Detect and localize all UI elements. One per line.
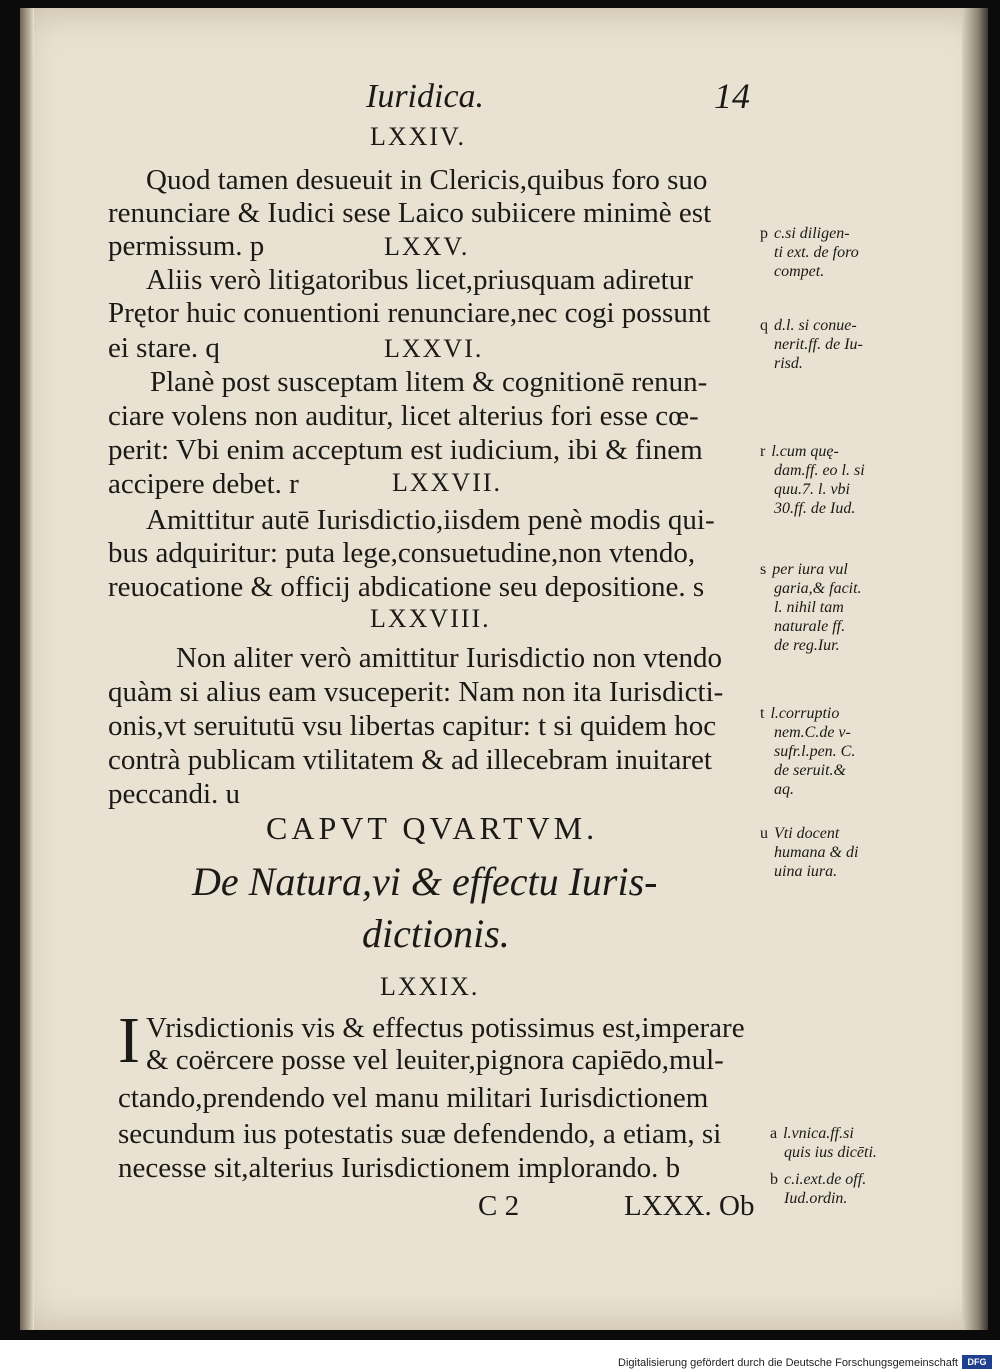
text-line: Non aliter verò amittitur Iurisdictio non vtendo	[176, 642, 723, 674]
text-line: onis,vt seruitutū vsu libertas capitur: t si quidem hoc	[108, 710, 717, 742]
page-gutter-left	[20, 8, 34, 1330]
note-mark: a	[770, 1125, 778, 1142]
text-line: Quod tamen desueuit in Clericis,quibus foro suo	[146, 164, 708, 196]
text-line: Planè post susceptam litem & cognitionē renun-	[150, 366, 708, 398]
section-numeral: LXXVII.	[392, 468, 503, 497]
margin-note: p c.si diligen- ti ext. de foro compet.	[760, 225, 859, 280]
catchword: LXXX. Ob	[624, 1190, 755, 1222]
margin-note: u Vti docent humana & di uina iura.	[760, 825, 859, 880]
text-line: Amittitur autē Iurisdictio,iisdem penè modis qui-	[146, 504, 715, 536]
text-line: bus adquiritur: puta lege,consuetudine,non vtendo,	[108, 537, 696, 569]
margin-note: b c.i.ext.de off. Iud.ordin.	[770, 1171, 867, 1207]
text-line: accipere debet. r	[108, 468, 299, 500]
text-line: & coërcere posse vel leuiter,pignora capiēdo,mul-	[146, 1044, 724, 1076]
margin-note: t l.corruptio nem.C.de v- sufr.l.pen. C. de seruit.& aq.	[760, 705, 856, 798]
section-numeral: LXXVIII.	[370, 604, 491, 633]
chapter-subtitle: dictionis.	[362, 911, 510, 956]
text-line: Vrisdictionis vis & effectus potissimus est,imperare	[146, 1012, 745, 1044]
margin-note: r l.cum quę- dam.ff. eo l. si quu.7. l. vbi 30.ff. de Iud.	[760, 443, 865, 517]
section-numeral: LXXVI.	[384, 334, 484, 363]
note-mark: p	[760, 225, 768, 242]
signature-mark: C 2	[478, 1190, 520, 1222]
section-numeral: LXXIV.	[370, 122, 467, 151]
text-line: contrà publicam vtilitatem & ad illecebram inuitaret	[108, 744, 712, 776]
note-mark: t	[760, 705, 765, 722]
margin-note: q d.l. si conue- nerit.ff. de Iu- risd.	[760, 317, 863, 372]
chapter-subtitle: De Natura,vi & effectu Iuris-	[192, 859, 658, 904]
note-mark: u	[760, 825, 768, 842]
text-line: peccandi. u	[108, 778, 241, 810]
text-line: necesse sit,alterius Iurisdictionem implorando. b	[118, 1152, 681, 1184]
text-line: quàm si alius eam vsuceperit: Nam non ita Iurisdicti-	[108, 676, 724, 708]
text-line: reuocatione & officij abdicatione seu depositione. s	[108, 571, 705, 603]
chapter-heading: CAPVT QVARTVM.	[266, 810, 599, 846]
running-title: Iuridica.	[366, 78, 485, 115]
text-line: ciare volens non auditur, licet alterius fori esse cœ-	[108, 400, 699, 432]
section-numeral: LXXIX.	[380, 972, 480, 1001]
text-line: ctando,prendendo vel manu militari Iurisdictionem	[118, 1082, 709, 1114]
note-mark: b	[770, 1171, 778, 1188]
drop-initial: I	[118, 1004, 140, 1077]
note-mark: q	[760, 317, 768, 334]
text-line: secundum ius potestatis suæ defendendo, a etiam, si	[118, 1118, 722, 1150]
note-mark: s	[760, 561, 767, 578]
margin-note: a l.vnica.ff.si quis ius dicēti.	[770, 1125, 877, 1161]
text-line: renunciare & Iudici sese Laico subiicere minimè est	[108, 197, 712, 229]
text-line: Aliis verò litigatoribus licet,priusquam adiretur	[146, 264, 693, 296]
page-number: 14	[714, 76, 750, 116]
text-line: perit: Vbi enim acceptum est iudicium, ibi & finem	[108, 434, 703, 466]
dfg-logo: DFG	[962, 1355, 992, 1369]
digitization-credit: Digitalisierung gefördert durch die Deutsche Forschungsgemeinschaft	[618, 1357, 958, 1369]
note-mark: r	[760, 443, 766, 460]
margin-note: s per iura vul garia,& facit. l. nihil tam naturale ff. de reg.Iur.	[760, 561, 862, 654]
section-numeral: LXXV.	[384, 232, 470, 261]
text-line: permissum. p	[108, 230, 265, 262]
text-line: Prętor huic conuentioni renunciare,nec cogi possunt	[108, 297, 711, 329]
text-line: ei stare. q	[108, 332, 220, 364]
page-edge-right	[962, 8, 988, 1330]
